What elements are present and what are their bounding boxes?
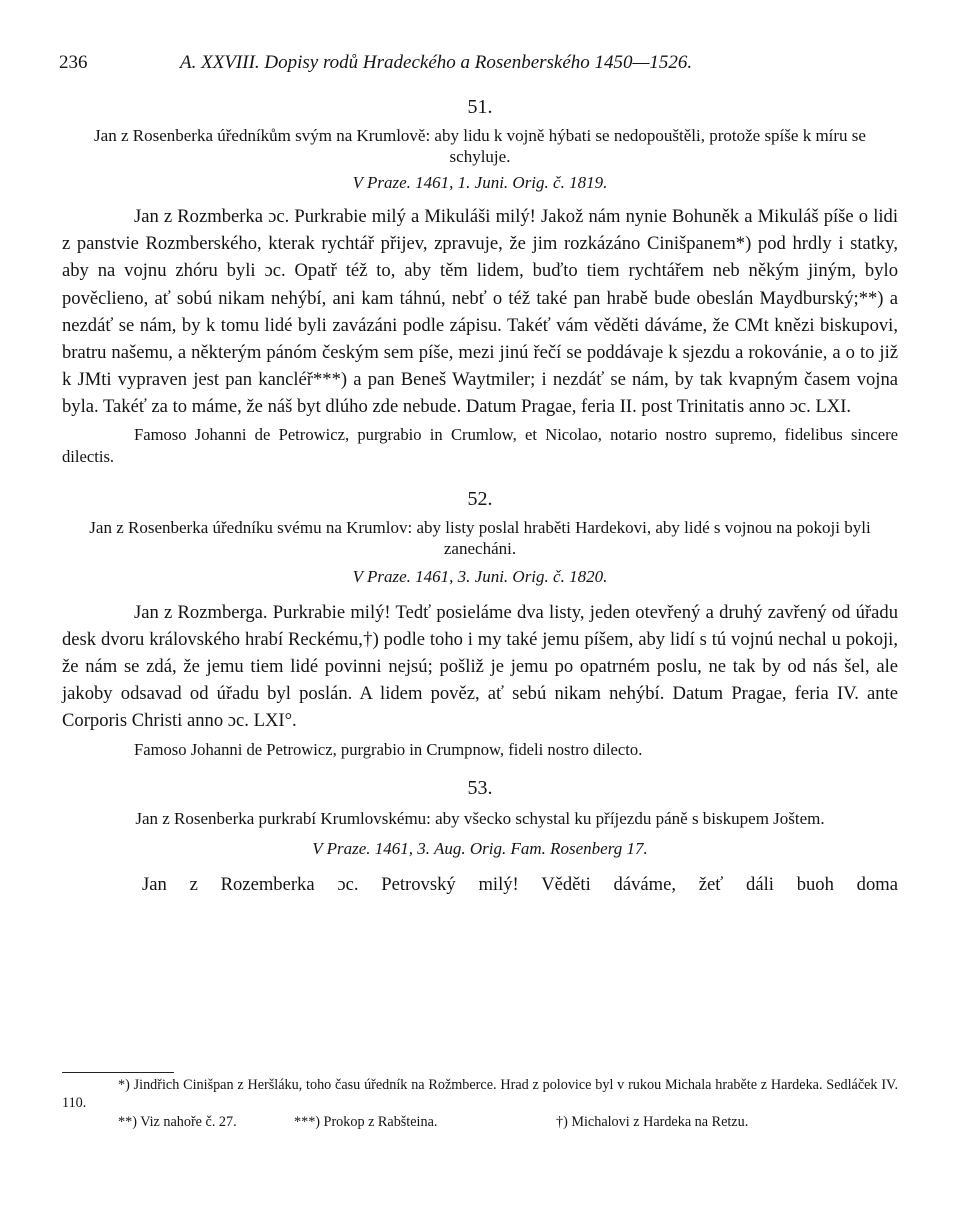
letter-51 (62, 96, 898, 468)
page (59, 52, 898, 898)
letter-52 (62, 488, 898, 761)
letter-address: Famoso Johanni de Petrowicz, purgrabio in Crumlow, et Nicolao, notario nostro supremo, fidelibus sincere dilectis. (62, 424, 898, 466)
footnote-2: **) Viz nahoře č. 27. (118, 1114, 237, 1131)
footnote-row (62, 1114, 898, 1132)
letter-text: Jan z Rozmberka ɔc. Purkrabie milý a Mikuláši milý! Jakož nám nynie Bohuněk a Mikuláš píše o lidi z panstvie Rozmberského, kterak rychtář přijev, zpravuje, že jim rozkázáno Cinišpanem*) pod hrdly i statky, aby na vojnu zhóru byli ɔc. Opatř též to, aby těm lidem, buďto tiem rychtářem neb někým jiným, bylo pověclieno, ať sobú nikam nehýbí, ani kam táhnú, nebť o též také pan hrabě bude obeslán Maydburský;**) a nezdáť se nám, by k tomu lidé byli zavázáni podle zápisu. Takéť vám věděti dáváme, že CMt knězi biskupovi, bratru našemu, a některým pánóm českým sem píše, mezi jinú řečí se poddávaje k sjezdu a rokovánie, a o to již k JMti vypraven jest pan kancléř***) a pan Beneš Waytmiler; i nezdáť se nám, by tak kvapným časem vojna byla. Takéť za to máme, že náš byt dlúho zde nebude. Datum Pragae, feria II. post Trinitatis anno ɔc. LXI. (62, 206, 898, 418)
letter-dating: V Praze. 1461, 1. Juni. Orig. č. 1819. (352, 173, 608, 192)
running-title: A. XXVIII. Dopisy rodů Hradeckého a Rosenberského 1450—1526. (180, 52, 693, 73)
letter-address: Famoso Johanni de Petrowicz, purgrabio in Crumpnow, fideli nostro dilecto. (134, 739, 643, 759)
letter-number: 51. (467, 96, 493, 118)
page-number: 236 (59, 52, 88, 73)
footnote-3: ***) Prokop z Rabšteina. (294, 1114, 438, 1131)
letter-text: Jan z Rozmberga. Purkrabie milý! Tedť posieláme dva listy, jeden otevřený a druhý zavřený od úřadu desk dvoru královského hrabí Reckému,†) podle toho i my také jemu píšem, aby lidí s tú vojnú nechal u pokoji, že nám se zdá, že jemu tiem lidé povinni nejsú; pošliž je jemu po opatrném poslu, ne tak by od nás šel, ale jakoby odsavad od úřadu byl poslán. A lidem pověz, ať sebú nikam nehýbí. Datum Pragae, feria IV. ante Corporis Christi anno ɔc. LXI°. (62, 601, 898, 732)
letter-dating: V Praze. 1461, 3. Aug. Orig. Fam. Rosenberg 17. (312, 838, 648, 858)
footnote-4: †) Michalovi z Hardeka na Retzu. (556, 1114, 749, 1131)
letter-text: Jan z Rozemberka ɔc. Petrovský milý! Věděti dáváme, žeť dáli buoh doma (142, 873, 898, 895)
letter-53 (62, 777, 898, 898)
page-header (59, 52, 898, 82)
letter-number: 53. (467, 776, 493, 799)
letter-regest: Jan z Rosenberka purkrabí Krumlovskému: aby všecko schystal ku příjezdu páně s biskupem Joštem. (135, 808, 825, 828)
footnote-1: *) Jindřich Cinišpan z Heršláku, toho času úředník na Rožmberce. Hrad z polovice byl v rukou Michala hraběte z Hardeka. Sedláček IV. 110. (62, 1077, 898, 1111)
letter-regest: Jan z Rosenberka úředníku svému na Krumlov: aby listy poslal hraběti Hardekovi, aby lidé s vojnou na pokoji byli zanecháni. (89, 517, 871, 558)
footnotes (62, 1077, 898, 1132)
footnote-rule (62, 1072, 174, 1073)
letter-number: 52. (467, 487, 493, 510)
letter-dating: V Praze. 1461, 3. Juni. Orig. č. 1820. (352, 566, 608, 586)
letter-regest: Jan z Rosenberka úředníkům svým na Krumlově: aby lidu k vojně hýbati se nedopouštěli, protože spíše k míru se schyluje. (94, 126, 866, 166)
